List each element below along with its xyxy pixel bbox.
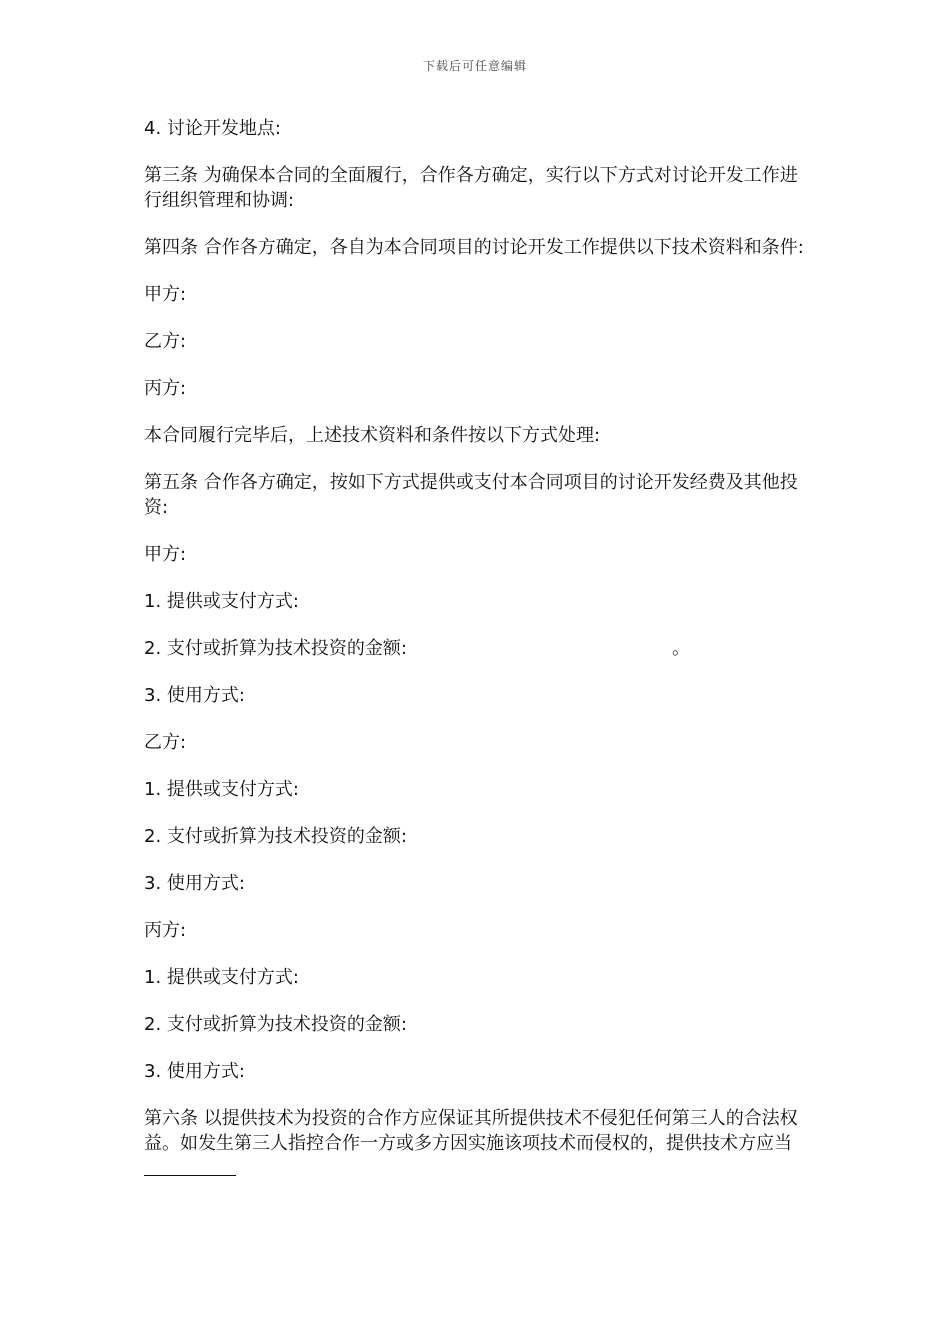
amount-period: 。 [672, 638, 690, 659]
list-item-investment-amount: 2. 支付或折算为技术投资的金额: [144, 826, 407, 847]
paragraph-article-3: 第三条 为确保本合同的全面履行，合作各方确定，实行以下方式对讨论开发工作进行组织管理和协调: [144, 165, 798, 211]
list-item-investment-amount: 2. 支付或折算为技术投资的金额: [144, 1014, 407, 1035]
document-body [144, 116, 810, 1205]
amount-label: 2. 支付或折算为技术投资的金额: [144, 638, 407, 659]
party-c-label: 丙方: [144, 920, 187, 941]
paragraph-article-5: 第五条 合作各方确定，按如下方式提供或支付本合同项目的讨论开发经费及其他投资: [144, 472, 798, 518]
paragraph-research-location: 4. 讨论开发地点: [144, 118, 281, 139]
list-item-payment-method: 1. 提供或支付方式: [144, 779, 299, 800]
list-item-payment-method: 1. 提供或支付方式: [144, 967, 299, 988]
list-item-investment-amount [144, 636, 810, 661]
list-item-usage-method: 3. 使用方式: [144, 1061, 245, 1082]
paragraph-article-4: 第四条 合作各方确定，各自为本合同项目的讨论开发工作提供以下技术资料和条件: [144, 237, 804, 258]
list-item-usage-method: 3. 使用方式: [144, 685, 245, 706]
party-a-label: 甲方: [144, 544, 187, 565]
party-b-label: 乙方: [144, 732, 187, 753]
paragraph-article-6 [144, 1106, 810, 1183]
list-item-usage-method: 3. 使用方式: [144, 873, 245, 894]
article-6-text: 第六条 以提供技术为投资的合作方应保证其所提供技术不侵犯任何第三人的合法权益。如发生第三人指控合作一方或多方因实施该项技术而侵权的，提供技术方应当 [144, 1108, 798, 1154]
fill-in-blank [144, 1156, 236, 1176]
list-item-payment-method: 1. 提供或支付方式: [144, 591, 299, 612]
party-b-label: 乙方: [144, 331, 187, 352]
page-header: 下载后可任意编辑 [422, 59, 527, 73]
party-a-label: 甲方: [144, 284, 187, 305]
party-c-label: 丙方: [144, 378, 187, 399]
paragraph-materials-handling: 本合同履行完毕后，上述技术资料和条件按以下方式处理: [144, 425, 601, 446]
